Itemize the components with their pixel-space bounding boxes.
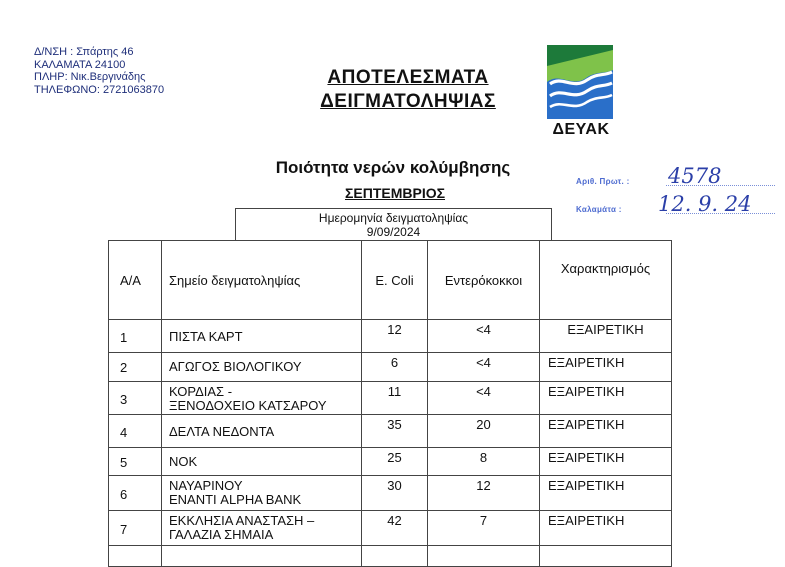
sampling-point-line-2: ΕΝΑΝΤΙ ALPHA BANK — [169, 492, 302, 507]
enterococci-value: 12 — [476, 478, 491, 493]
table-row — [109, 448, 672, 476]
enterococci-value: 8 — [479, 450, 488, 465]
sampling-point: ΠΙΣΤΑ ΚΑΡΤ — [169, 329, 243, 344]
row-number: 4 — [120, 425, 128, 440]
rating-value: ΕΞΑΙΡΕΤΙΚΗ — [548, 355, 625, 370]
title-line-2: ΔΕΙΓΜΑΤΟΛΗΨΙΑΣ — [320, 91, 496, 112]
sampling-point: ΑΓΩΓΟΣ ΒΙΟΛΟΓΙΚΟΥ — [169, 359, 302, 374]
logo-name: ΔΕΥΑΚ — [552, 121, 610, 138]
sampling-point — [169, 514, 314, 542]
enterococci-value: <4 — [476, 384, 491, 399]
sampling-point-line-1: ΝΑΥΑΡΙΝΟΥ — [169, 478, 243, 493]
sender-address-block — [34, 46, 164, 96]
column-header: Χαρακτηρισμός — [540, 241, 672, 320]
ecoli-value: 6 — [390, 355, 399, 370]
table-row-partial — [109, 546, 672, 567]
sampling-point-line-2: ΓΑΛΑΖΙΑ ΣΗΜΑΙΑ — [169, 527, 274, 542]
rating-value: ΕΞΑΙΡΕΤΙΚΗ — [548, 417, 625, 432]
row-number: 6 — [120, 487, 128, 502]
enterococci-value: 7 — [479, 513, 488, 528]
rating-value: ΕΞΑΙΡΕΤΙΚΗ — [548, 513, 625, 528]
sampling-point: ΝΟΚ — [169, 454, 198, 469]
address-line: ΠΛΗΡ: Νικ.Βεργινάδης — [34, 71, 146, 83]
row-number: 5 — [120, 455, 128, 470]
column-header: Εντερόκοκκοι — [428, 241, 540, 320]
sampling-date-box — [235, 208, 552, 240]
column-header: Α/Α — [109, 241, 162, 320]
row-number: 7 — [120, 522, 128, 537]
place-label: Καλαμάτα : — [576, 205, 622, 214]
stamp-date-row — [576, 192, 781, 218]
address-line: ΤΗΛΕΦΩΝΟ: 2721063870 — [34, 83, 165, 96]
results-table — [108, 240, 672, 567]
sampling-point — [169, 385, 327, 413]
protocol-label: Αριθ. Πρωτ. : — [576, 177, 630, 186]
title-line-1: ΑΠΟΤΕΛΕΣΜΑΤΑ — [327, 67, 489, 88]
document-title — [298, 66, 518, 114]
deyak-logo — [546, 44, 616, 140]
document-subtitle: Ποιότητα νερών κολύμβησης — [275, 158, 511, 177]
table-header-row — [109, 241, 672, 320]
month-heading: ΣΕΠΤΕΜΒΡΙΟΣ — [344, 185, 446, 201]
sampling-date-label: Ημερομηνία δειγματοληψίας — [318, 211, 469, 225]
ecoli-value: 30 — [387, 478, 402, 493]
protocol-number-row — [576, 164, 781, 190]
protocol-stamp — [576, 164, 781, 220]
ecoli-value: 12 — [387, 322, 402, 337]
row-number: 1 — [120, 330, 128, 345]
sampling-point-line-1: ΕΚΚΛΗΣΙΑ ΑΝΑΣΤΑΣΗ – — [169, 513, 315, 528]
rating-value: ΕΞΑΙΡΕΤΙΚΗ — [548, 450, 625, 465]
ecoli-value: 42 — [387, 513, 402, 528]
enterococci-value: <4 — [476, 355, 491, 370]
table-row — [109, 320, 672, 353]
row-number: 3 — [120, 392, 128, 407]
rating-value: ΕΞΑΙΡΕΤΙΚΗ — [548, 384, 625, 399]
ecoli-value: 11 — [387, 384, 402, 399]
rating-value: ΕΞΑΙΡΕΤΙΚΗ — [548, 478, 625, 493]
ecoli-value: 25 — [387, 450, 402, 465]
column-header: Σημείο δειγματοληψίας — [162, 241, 362, 320]
table-row — [109, 353, 672, 382]
enterococci-value: 20 — [476, 417, 491, 432]
enterococci-value: <4 — [476, 322, 491, 337]
handwritten-date: 12. 9. 24 — [658, 192, 752, 216]
address-line: ΚΑΛΑΜΑΤΑ 24100 — [34, 58, 126, 71]
sampling-date-value: 9/09/2024 — [366, 225, 421, 239]
water-wave-logo-icon — [546, 44, 614, 120]
table-row — [109, 415, 672, 448]
sampling-point-line-1: ΚΟΡΔΙΑΣ - — [169, 384, 233, 399]
sampling-point — [169, 479, 301, 507]
table-row — [109, 382, 672, 415]
address-line: Δ/ΝΣΗ : Σπάρτης 46 — [34, 46, 134, 58]
row-number: 2 — [120, 360, 128, 375]
sampling-point-line-2: ΞΕΝΟΔΟΧΕΙΟ ΚΑΤΣΑΡΟΥ — [169, 398, 327, 413]
rating-value: ΕΞΑΙΡΕΤΙΚΗ — [567, 322, 644, 337]
table-row — [109, 476, 672, 511]
handwritten-protocol-number: 4578 — [668, 164, 722, 188]
column-header: E. Coli — [362, 241, 428, 320]
table-row — [109, 511, 672, 546]
sampling-point: ΔΕΛΤΑ ΝΕΔΟΝΤΑ — [169, 424, 275, 439]
ecoli-value: 35 — [387, 417, 402, 432]
